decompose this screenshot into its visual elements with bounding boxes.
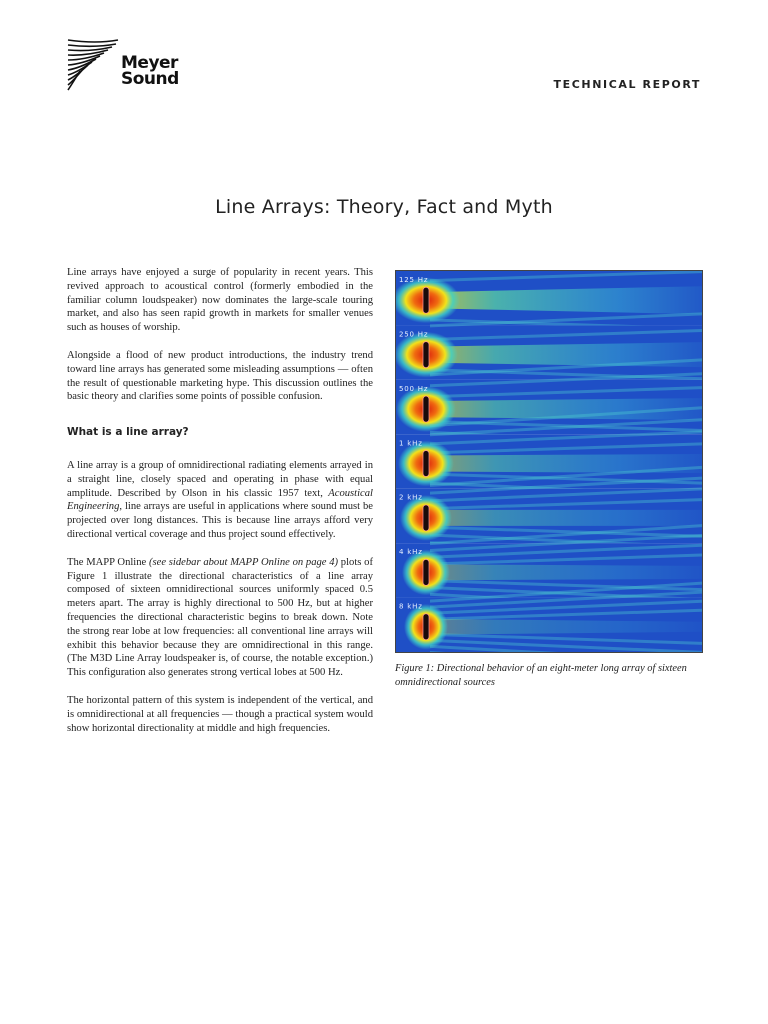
logo-line-sound: Sound: [121, 69, 179, 89]
array-element: [423, 505, 429, 531]
logo-wordmark: [121, 55, 179, 87]
band-label: 125 Hz: [399, 276, 429, 284]
array-element: [423, 451, 429, 477]
mapp-text-start: The MAPP Online: [67, 556, 149, 568]
book-title: Acoustical Engineering: [67, 487, 373, 513]
intro-paragraph: Line arrays have enjoyed a surge of popularity in recent years. This revived approach to acoustical control (formerly embodied in the familiar column loudspeaker) now dominates the large-scale touring market, and also has seen rapid growth in markets for smaller venues such as houses of worship.: [67, 267, 373, 334]
context-paragraph: Alongside a flood of new product introductions, the industry trend toward line arrays has generated some misleading assumptions — often the result of questionable marketing hype. This discussion outlines the basic theory and clarifies some points of possible confusion.: [67, 349, 373, 403]
section-heading: What is a line array?: [67, 426, 189, 439]
figure-caption: Figure 1: Directional behavior of an eight-meter long array of sixteen omnidirectional sources: [395, 663, 687, 688]
horizontal-pattern-paragraph: The horizontal pattern of this system is independent of the vertical, and is omnidirectional at all frequencies — though a practical system would show horizontal directionality at middle and high frequencies.: [67, 694, 373, 734]
band-label: 500 Hz: [399, 384, 429, 393]
mapp-text-end: plots of Figure 1 illustrate the directional characteristics of a line array composed of sixteen omnidirectional sources uniformly spaced 0.5 meters apart. The array is highly directional to 500 Hz, but at higher frequencies the directional characteristic begins to break down. Note the strong rear lobe at low frequencies: all conventional line arrays will exhibit this behavior because they are omnidirectional in this range. (The M3D Line Array loudspeaker is, of course, the notable exception.) This configuration also generates strong vertical lobes at 500 Hz.: [67, 556, 373, 679]
band-label: 4 kHz: [399, 548, 423, 557]
band-label: 8 kHz: [399, 602, 423, 611]
logo-line-meyer: Meyer: [121, 53, 178, 73]
array-element: [423, 287, 429, 313]
band-label: 2 kHz: [399, 493, 423, 502]
directivity-plot: [396, 271, 702, 652]
directivity-figure: [395, 270, 703, 653]
definition-text-end: , line arrays are useful in applications where sound must be projected over long distances. This is because line arrays afford very directional vertical coverage and thus project sound effectively.: [67, 501, 373, 540]
mapp-paragraph: [67, 556, 373, 680]
sidebar-reference: (see sidebar about MAPP Online on page 4): [149, 556, 339, 568]
main-beam: [426, 510, 702, 526]
logo-wave-icon: [66, 38, 120, 92]
array-element: [423, 396, 429, 422]
array-element: [423, 559, 429, 585]
body-column: [67, 266, 373, 749]
array-element: [423, 342, 429, 368]
definition-paragraph: [67, 459, 373, 542]
page-title: Line Arrays: Theory, Fact and Myth: [215, 196, 553, 218]
band-label: 1 kHz: [399, 439, 423, 448]
report-type-label: TECHNICAL REPORT: [553, 78, 701, 91]
meyer-sound-logo: [66, 38, 196, 94]
main-beam: [426, 564, 702, 580]
band-label: 250 Hz: [399, 330, 429, 339]
array-element: [423, 614, 429, 640]
definition-text-start: A line array is a group of omnidirectional radiating elements arrayed in a straight line, closely spaced and operating in phase with equal amplitude. Described by Olson in his classic 1957 text,: [67, 459, 373, 499]
